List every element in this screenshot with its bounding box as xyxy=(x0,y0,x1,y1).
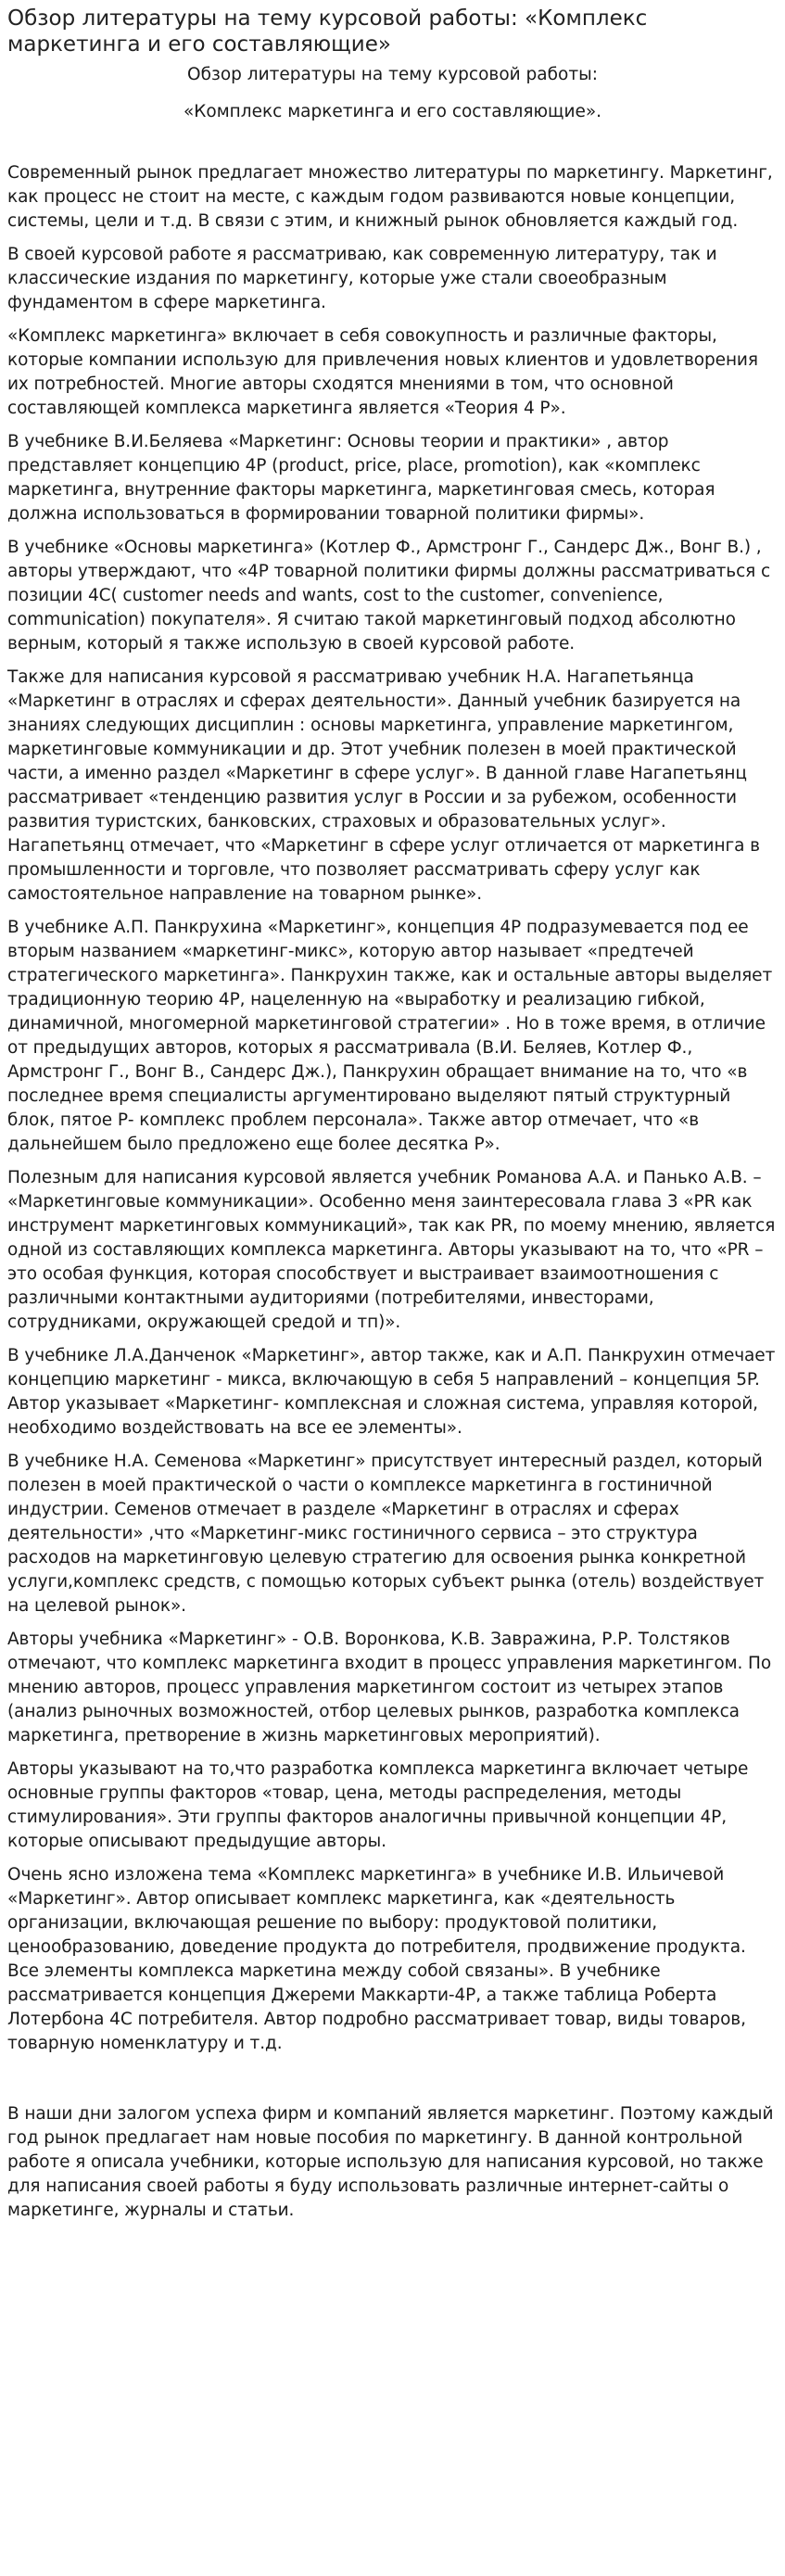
paragraph: В учебнике Л.А.Данченок «Маркетинг», автор также, как и А.П. Панкрухин отмечает концепцию маркетинг - микса, включающую в себя 5 направлений – концепция 5P. Автор указывает «Маркетинг- комплексная и сложная система, управляя которой, необходимо воздействовать на все ее элементы». xyxy=(7,1346,776,1438)
paragraph: В учебнике Н.А. Семенова «Маркетинг» присутствует интересный раздел, который полезен в моей практической о части о комплексе маркетинга в гостиничной индустрии. Семенов отмечает в разделе «Маркетинг в отраслях и сферах деятельности» ,что «Маркетинг-микс гостиничного сервиса – это структура расходов на маркетинговую целевую стратегию для освоения рынка конкретной услуги,комплекс средств, с помощью которых субъект рынка (отель) воздействует на целевой рынок». xyxy=(7,1452,765,1616)
paragraph: Очень ясно изложена тема «Комплекс маркетинга» в учебнике И.В. Ильичевой «Маркетинг». Автор описывает комплекс маркетинга, как «деятельность организации, включающая решение по выбору: продуктовой политики, ценообразованию, доведение продукта до потребителя, продвижение продукта. Все элементы комплекса маркетина между собой связаны». В учебнике рассматривается концепция Джереми Маккарти-4P, а также таблица Роберта Лотербона 4C потребителя. Автор подробно рассматривает товар, виды товаров, товарную номенклатуру и т.д. xyxy=(7,1865,746,2053)
paragraph: Авторы указывают на то,что разработка комплекса маркетинга включает четыре основные группы факторов «товар, цена, методы распределения, методы стимулирования». Эти группы факторов аналогичны привычной концепции 4P, которые описывают предыдущие авторы. xyxy=(7,1759,749,1851)
subtitle-line-2: «Комплекс маркетинга и его составляющие». xyxy=(183,102,602,121)
paragraph: В учебнике В.И.Беляева «Маркетинг: Основы теории и практики» , автор представляет концепцию 4P (product, price, place, promotion), как «комплекс маркетинга, внутренние факторы маркетинга, маркетинговая смесь, которая должна использоваться в формировании товарной политики фирмы». xyxy=(7,432,715,524)
paragraph: «Комплекс маркетинга» включает в себя совокупность и различные факторы, которые компании использую для привлечения новых клиентов и удовлетворения их потребностей. Многие авторы сходятся мнениями в том, что основной составляющей комплекса маркетинга является «Теория 4 Р». xyxy=(7,326,758,418)
subtitle-line-1: Обзор литературы на тему курсовой работы: xyxy=(187,65,598,84)
paragraph: В своей курсовой работе я рассматриваю, как современную литературу, так и классические издания по маркетингу, которые уже стали своеобразным фундаментом в сфере маркетинга. xyxy=(7,245,717,312)
paragraph: Полезным для написания курсовой является учебник Романова А.А. и Панько А.В. – «Маркетинговые коммуникации». Особенно меня заинтересовала глава 3 «PR как инструмент маркетинговых коммуникаций», так как PR, по моему мнению, является одной из составляющих комплекса маркетинга. Авторы указывают на то, что «PR – это особая функция, которая способствует и выстраивает взаимоотношения с различными контактными аудиториями (потребителями, инвесторами, сотрудниками, окружающей средой и тп)». xyxy=(7,1168,776,1332)
paragraph: Авторы учебника «Маркетинг» - О.В. Воронкова, К.В. Завражина, Р.Р. Толстяков отмечают, что комплекс маркетинга входит в процесс управления маркетингом. По мнению авторов, процесс управления маркетингом состоит из четырех этапов (анализ рыночных возможностей, отбор целевых рынков, разработка комплекса маркетинга, претворение в жизнь маркетинговых мероприятий). xyxy=(7,1630,772,1745)
section-spacer xyxy=(7,2065,778,2102)
paragraph: Также для написания курсовой я рассматриваю учебник Н.А. Нагапетьянца «Маркетинг в отраслях и сферах деятельности». Данный учебник базируется на знаниях следующих дисциплин : основы маркетинга, управление маркетингом, маркетинговые коммуникации и др. Этот учебник полезен в моей практической части, а именно раздел «Маркетинг в сфере услуг». В данной главе Нагапетьянц рассматривает «тенденцию развития услуг в России и за рубежом, особенности развития туристских, банковских, страховых и образовательных услуг». Нагапетьянц отмечает, что «Маркетинг в сфере услуг отличается от маркетинга в промышленности и торговле, что позволяет рассматривать сферу услуг как самостоятельное направление на товарном рынке». xyxy=(7,667,760,904)
paragraph: Современный рынок предлагает множество литературы по маркетингу. Маркетинг, как процесс не стоит на месте, с каждым годом развиваются новые концепции, системы, цели и т.д. В связи с этим, и книжный рынок обновляется каждый год. xyxy=(7,163,773,231)
page-title: Обзор литературы на тему курсовой работы: «Комплекс маркетинга и его составляющие» xyxy=(7,6,648,57)
paragraph: В учебнике «Основы маркетинга» (Котлер Ф., Армстронг Г., Сандерс Дж., Вонг В.) , авторы утверждают, что «4P товарной политики фирмы должны рассматриваться с позиции 4С( customer needs and wants, cost to the customer, convenience, communication) покупателя». Я считаю такой маркетинговый подход абсолютно верным, который я также использую в своей курсовой работе. xyxy=(7,538,771,654)
closing-paragraph: В наши дни залогом успеха фирм и компаний является маркетинг. Поэтому каждый год рынок предлагает нам новые пособия по маркетингу. В данной контрольной работе я описала учебники, которые использую для написания курсовой, но также для написания своей работы я буду использовать различные интернет-сайты о маркетинге, журналы и статьи. xyxy=(7,2104,774,2220)
paragraph: В учебнике А.П. Панкрухина «Маркетинг», концепция 4P подразумевается под ее вторым названием «маркетинг-микс», которую автор называет «предтечей стратегического маркетинга». Панкрухин также, как и остальные авторы выделяет традиционную теорию 4P, нацеленную на «выработку и реализацию гибкой, динамичной, многомерной маркетинговой стратегии» . Но в тоже время, в отличие от предыдущих авторов, которых я рассматривала (В.И. Беляев, Котлер Ф., Армстронг Г., Вонг В., Сандерс Дж.), Панкрухин обращает внимание на то, что «в последнее время специалисты аргументировано выделяют пятый структурный блок, пятое Р- комплекс проблем персонала». Также автор отмечает, что «в дальнейшем было предложено еще более десятка Р». xyxy=(7,918,773,1154)
